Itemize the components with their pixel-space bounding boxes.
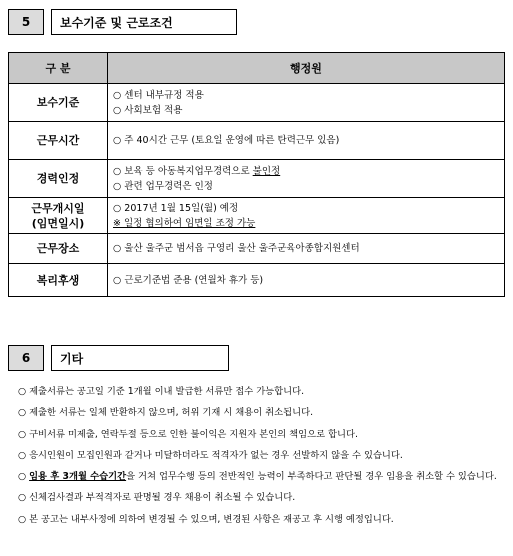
row-value: ○ 2017년 1월 15일(월) 예정 ※ 일정 협의하여 임면일 조정 가능 [108,198,505,234]
row-label: 근무장소 [9,234,108,264]
table-header-row [9,53,505,84]
table-row [9,122,505,160]
table-row [9,84,505,122]
header-admin-staff: 행정원 [108,53,505,84]
row-label: 경력인정 [9,160,108,198]
row-value: ○ 울산 울주군 범서읍 구영리 울산 울주군육아종합지원센터 [108,234,505,264]
table-row [9,264,505,297]
section-5-number: 5 [8,9,44,35]
row-value: ○ 근로기준법 준용 (연월차 휴가 등) [108,264,505,297]
row-value: ○ 주 40시간 근무 (토요일 운영에 따른 탄력근무 있음) [108,122,505,160]
probation-emphasis: 임용 후 3개월 수습기간 [29,471,127,483]
list-item: ○ 신체검사결과 부적격자로 판명될 경우 채용이 취소될 수 있습니다. [18,492,296,504]
row-label: 복리후생 [9,264,108,297]
section-6-header [8,345,229,371]
list-item: ○ 응시인원이 모집인원과 같거나 미달하더라도 적격자가 없는 경우 선발하지 않을 수 있습니다. [18,449,403,461]
section-5-header [8,9,237,35]
table-row [9,198,505,234]
misc-notice-list [18,381,508,530]
row-value: ○ 보육 등 아동복지업무경력으로 불인정 ○ 관련 업무경력은 인정 [108,160,505,198]
section-5-title: 보수기준 및 근로조건 [51,9,237,35]
header-category: 구 분 [9,53,108,84]
list-item: ○ 구비서류 미제출, 연락두절 등으로 인한 불이익은 지원자 본인의 책임으로 합니다. [18,428,358,440]
row-label: 근무개시일 (임면일시) [9,198,108,234]
list-item: ○ 제출서류는 공고일 기준 1개월 이내 발급한 서류만 접수 가능합니다. [18,386,305,397]
table-row [9,234,505,264]
row-label: 근무시간 [9,122,108,160]
salary-conditions-table [8,52,505,297]
row-label: 보수기준 [9,84,108,122]
row-value: ○ 센터 내부규정 적용 ○ 사회보험 적용 [108,84,505,122]
section-6-title: 기타 [51,345,229,371]
list-item: ○ 제출한 서류는 일체 반환하지 않으며, 허위 기재 시 채용이 취소됩니다. [18,407,314,419]
list-item: ○ 본 공고는 내부사정에 의하여 변경될 수 있으며, 변경된 사항은 재공고 후 시행 예정입니다. [18,513,394,525]
list-item: ○ 임용 후 3개월 수습기간을 거쳐 업무수행 등의 전반적인 능력이 부족하다고 판단될 경우 임용을 취소할 수 있습니다. [18,471,497,483]
section-6-number: 6 [8,345,44,371]
table-row [9,160,505,198]
